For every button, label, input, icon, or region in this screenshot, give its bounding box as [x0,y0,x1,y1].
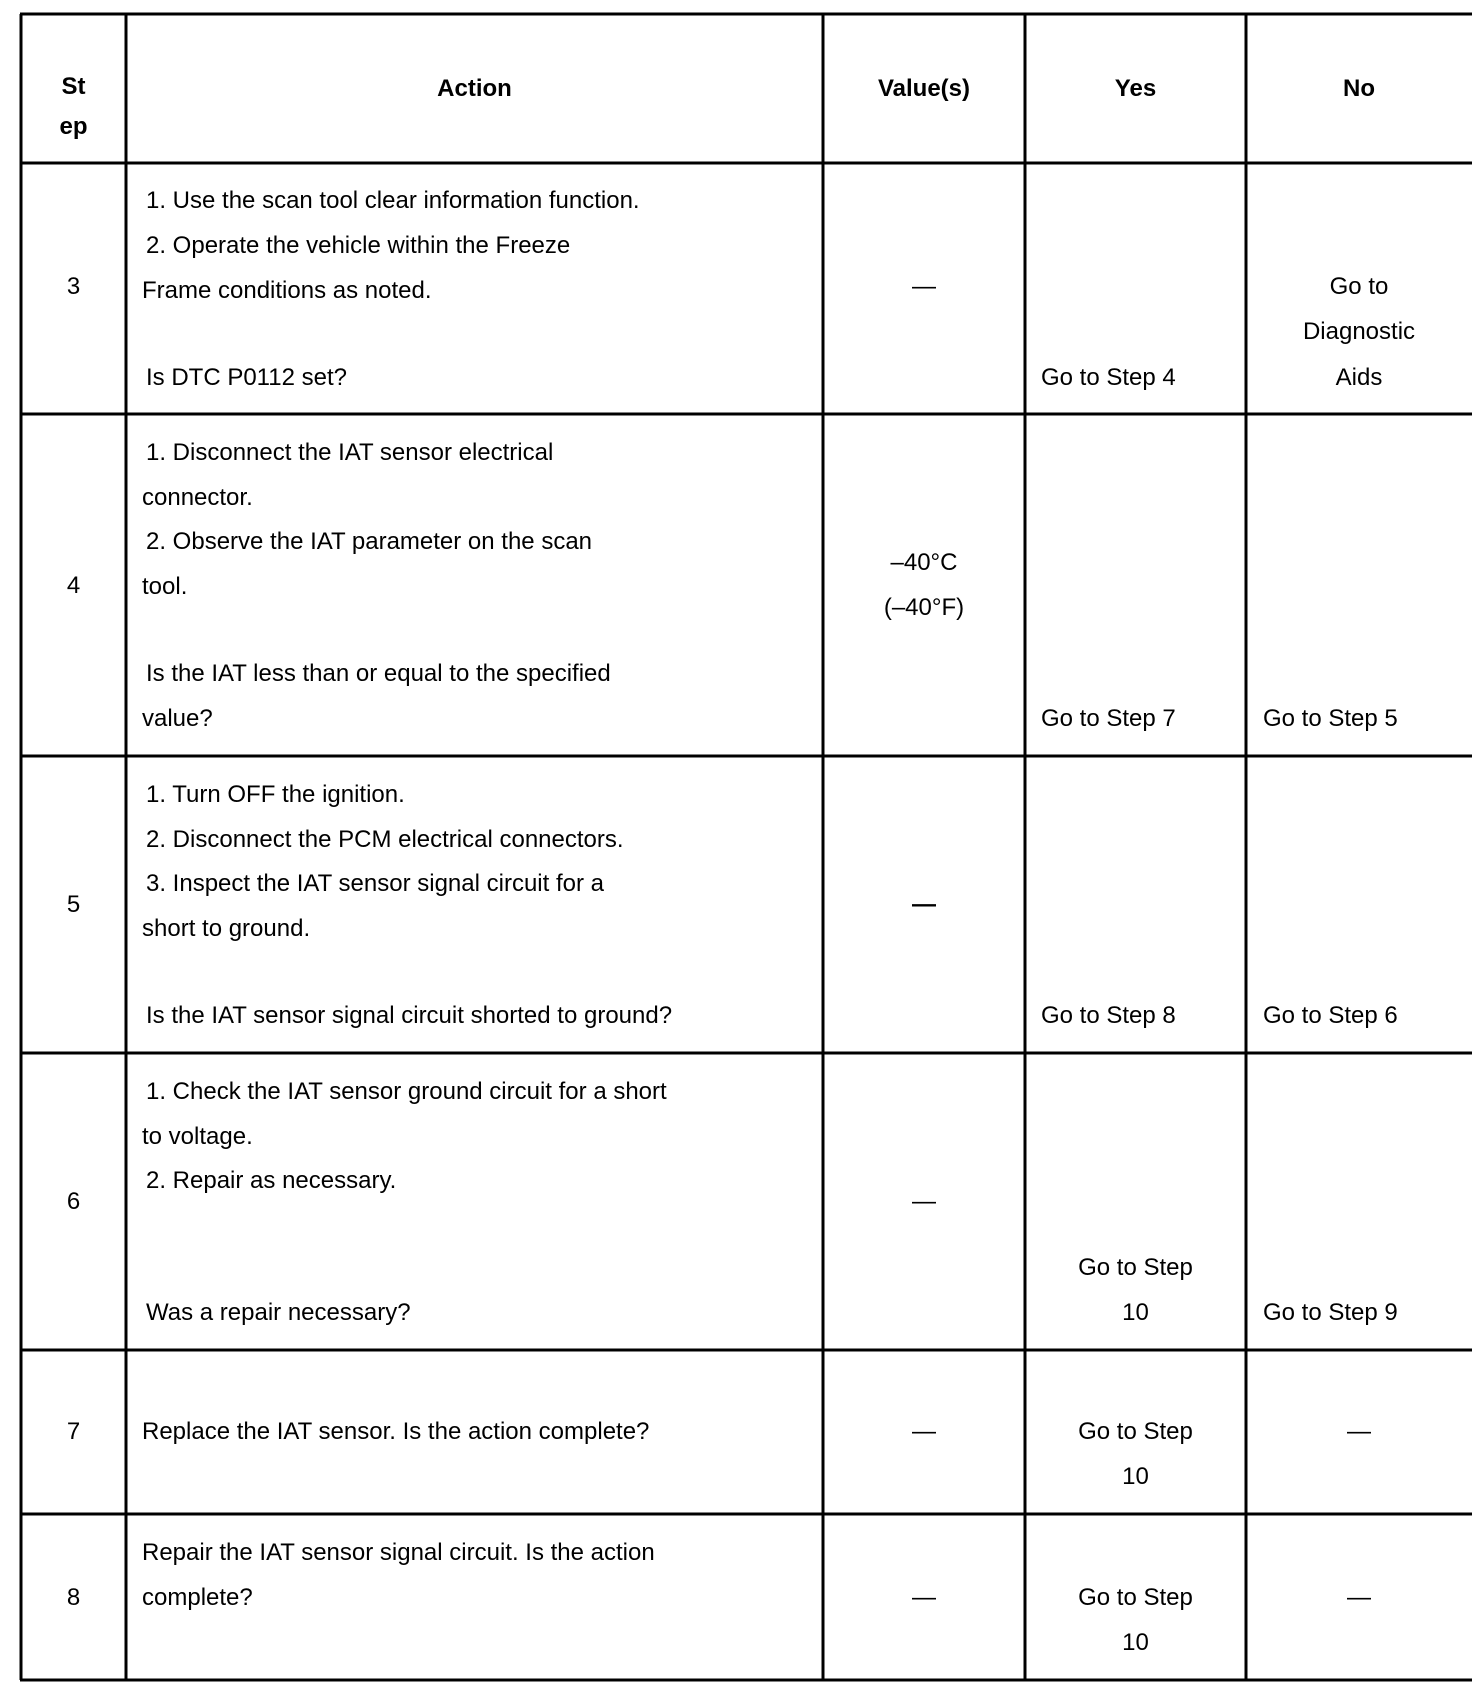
yes-cell: Go to Step [1078,1254,1193,1281]
action-question: Is DTC P0112 set? [146,364,347,391]
action-line: to voltage. [142,1123,253,1150]
no-cell: Go to [1329,273,1389,300]
value-cell: — [912,273,936,300]
no-cell: Go to Step 6 [1263,1002,1398,1029]
yes-cell: 10 [1122,1629,1149,1656]
header-step-line-2: ep [59,113,88,140]
yes-cell: Go to Step [1078,1418,1193,1445]
action-question: Was a repair necessary? [146,1299,411,1326]
yes-cell: 10 [1122,1463,1149,1490]
action-line: tool. [142,573,188,600]
action-line: 1. Check the IAT sensor ground circuit for a short [146,1078,667,1105]
value-cell: — [912,1584,936,1611]
value-cell: — [912,1418,936,1445]
action-question: Is the IAT sensor signal circuit shorted to ground? [146,1002,673,1029]
action-line: 2. Repair as necessary. [146,1167,397,1194]
action-line: 1. Use the scan tool clear information function. [146,187,640,214]
action-line: Repair the IAT sensor signal circuit. Is the action [142,1539,655,1566]
no-cell: Go to Step 5 [1263,705,1398,732]
value-cell: –40°C [890,549,958,576]
yes-cell: Go to Step 8 [1041,1002,1176,1029]
step-number: 8 [66,1584,81,1611]
yes-cell: Go to Step [1078,1584,1193,1611]
action-line: 1. Turn OFF the ignition. [146,781,405,808]
header-step-line-1: St [61,73,86,100]
step-number: 5 [66,891,81,918]
yes-cell: Go to Step 4 [1041,364,1176,391]
header-yes: Yes [1114,75,1157,102]
no-cell: Diagnostic [1302,318,1416,345]
step-number: 7 [66,1418,81,1445]
action-line: connector. [142,484,253,511]
no-cell: Go to Step 9 [1263,1299,1398,1326]
no-cell: — [1347,1584,1371,1611]
value-cell: — [912,1188,936,1215]
header-no: No [1343,75,1375,102]
value-cell: (–40°F) [883,594,965,621]
header-action: Action [437,75,512,102]
step-number: 4 [66,572,81,599]
action-line: complete? [142,1584,253,1611]
step-number: 6 [66,1188,81,1215]
action-question: Is the IAT less than or equal to the specified [146,660,611,687]
action-line: Frame conditions as noted. [142,277,432,304]
header-values: Value(s) [877,75,971,102]
action-line: 2. Disconnect the PCM electrical connectors. [146,826,624,853]
value-cell: — [912,891,936,918]
action-line: 2. Operate the vehicle within the Freeze [146,232,571,259]
action-line: Replace the IAT sensor. Is the action complete? [142,1418,650,1445]
action-line: 2. Observe the IAT parameter on the scan [146,528,593,555]
action-line: 3. Inspect the IAT sensor signal circuit for a [146,870,604,897]
no-cell: Aids [1335,364,1383,391]
action-line: 1. Disconnect the IAT sensor electrical [146,439,554,466]
step-number: 3 [66,273,81,300]
action-question: value? [142,705,213,732]
yes-cell: 10 [1122,1299,1149,1326]
action-line: short to ground. [142,915,311,942]
no-cell: — [1347,1418,1371,1445]
yes-cell: Go to Step 7 [1041,705,1176,732]
